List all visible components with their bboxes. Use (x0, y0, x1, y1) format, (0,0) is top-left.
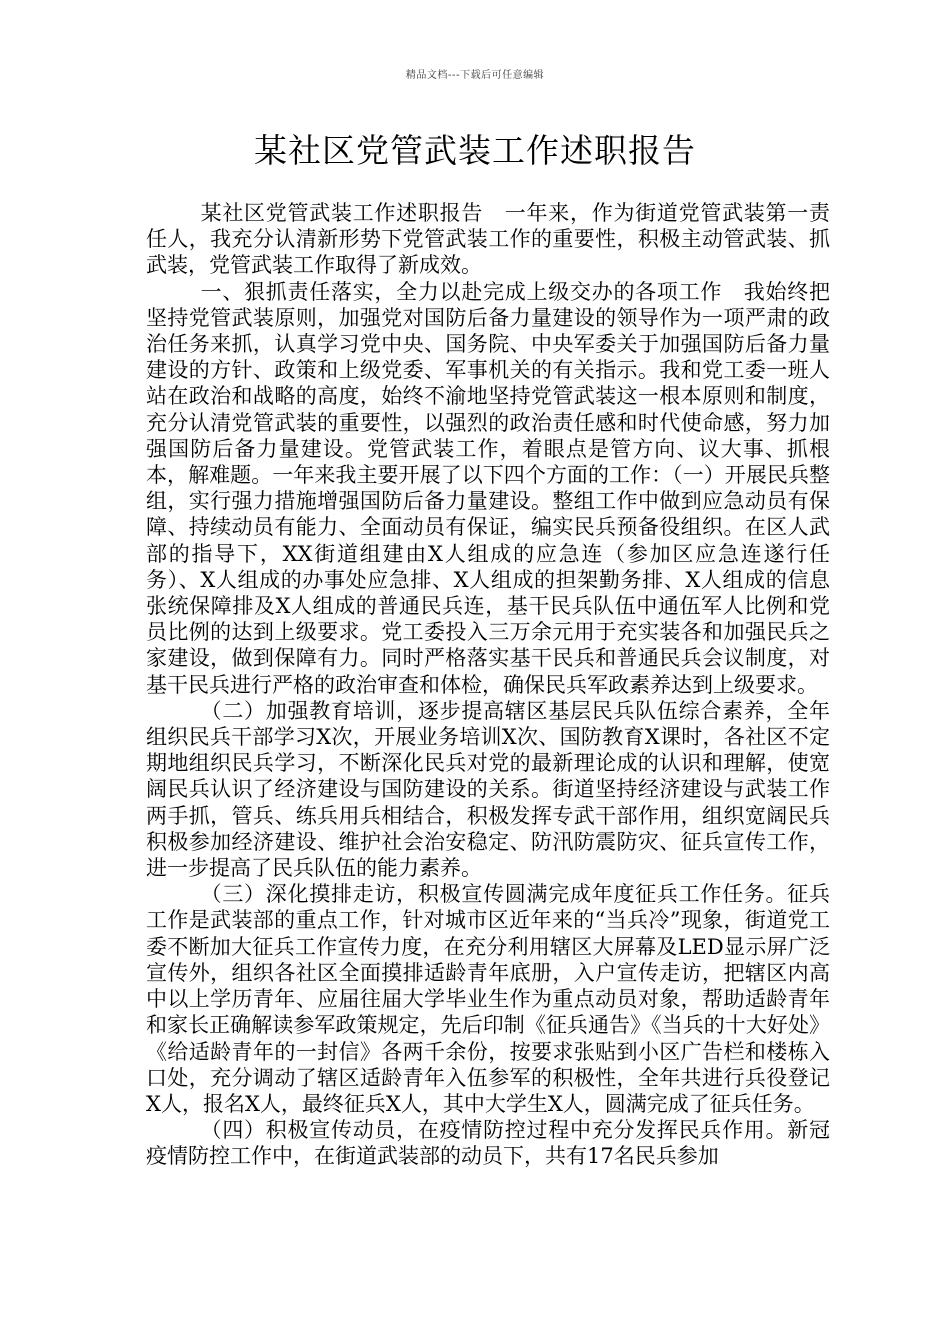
paragraph-section-1: 一、狠抓责任落实，全力以赴完成上级交办的各项工作 我始终把坚持党管武装原则，加强党对国防后备力量建设的领导作为一项严肃的政治任务来抓，认真学习党中央、国务院、中央军委关于加强国防后备力量建设的方针、政策和上级党委、军事机关的有关指示。我和党工委一班人站在政治和战略的高度，始终不渝地坚持党管武装这一根本原则和制度，充分认清党管武装的重要性，以强烈的政治责任感和时代使命感，努力加强国防后备力量建设。党管武装工作，着眼点是管方向、议大事、抓根本，解难题。一年来我主要开展了以下四个方面的工作：（一）开展民兵整组，实行强力措施增强国防后备力量建设。整组工作中做到应急动员有保障、持续动员有能力、全面动员有保证，编实民兵预备役组织。在区人武部的指导下，XX街道组建由X人组成的应急连（参加区应急连遂行任务）、X人组成的办事处应急排、X人组成的担架勤务排、X人组成的信息张统保障排及X人组成的普通民兵连，基干民兵队伍中通伍军人比例和党员比例的达到上级要求。党工委投入三万余元用于充实装各和加强民兵之家建设，做到保障有力。同时严格落实基干民兵和普通民兵会议制度，对基干民兵进行严格的政治审查和体检，确保民兵军政素养达到上级要求。 (146, 279, 830, 697)
document-title: 某社区党管武装工作述职报告 (254, 131, 696, 170)
paragraph-section-3: （三）深化摸排走访，积极宣传圆满完成年度征兵工作任务。征兵工作是武装部的重点工作，针对城市区近年来的“当兵冷”现象，街道党工委不断加大征兵工作宣传力度，在充分利用辖区大屏幕及LED显示屏广泛宣传外，组织各社区全面摸排适龄青年底册，入户宣传走访，把辖区内高中以上学历青年、应届往届大学毕业生作为重点动员对象，帮助适龄青年和家长正确解读参军政策规定，先后印制《征兵通告》《当兵的十大好处》《给适龄青年的一封信》各两千余份，按要求张贴到小区广告栏和楼栋入口处，充分调动了辖区适龄青年入伍参军的积极性，全年共进行兵役登记X人，报名X人，最终征兵X人，其中大学生X人，圆满完成了征兵任务。 (146, 882, 830, 1116)
paragraph-section-2: （二）加强教育培训，逐步提高辖区基层民兵队伍综合素养，全年组织民兵干部学习X次，开展业务培训X次、国防教育X课时，各社区不定期地组织民兵学习，不断深化民兵对党的最新理论成的认识和理解，使宽阔民兵认识了经济建设与国防建设的关系。街道坚持经济建设与武装工作两手抓，管兵、练兵用兵相结合，积极发挥专武干部作用，组织宽阔民兵积极参加经济建设、维护社会治安稳定、防汛防震防灾、征兵宣传工作，进一步提高了民兵队伍的能力素养。 (146, 698, 830, 881)
document-body (146, 200, 830, 1170)
paragraph-section-4: （四）积极宣传动员，在疫情防控过程中充分发挥民兵作用。新冠疫情防控工作中，在街道武装部的动员下，共有17名民兵参加 (146, 1118, 830, 1169)
paragraph-intro: 某社区党管武装工作述职报告 一年来，作为街道党管武装第一责任人，我充分认清新形势下党管武装工作的重要性，积极主动管武装、抓武装，党管武装工作取得了新成效。 (146, 201, 830, 278)
page-header-note: 精品文档---下载后可任意编辑 (405, 70, 545, 81)
